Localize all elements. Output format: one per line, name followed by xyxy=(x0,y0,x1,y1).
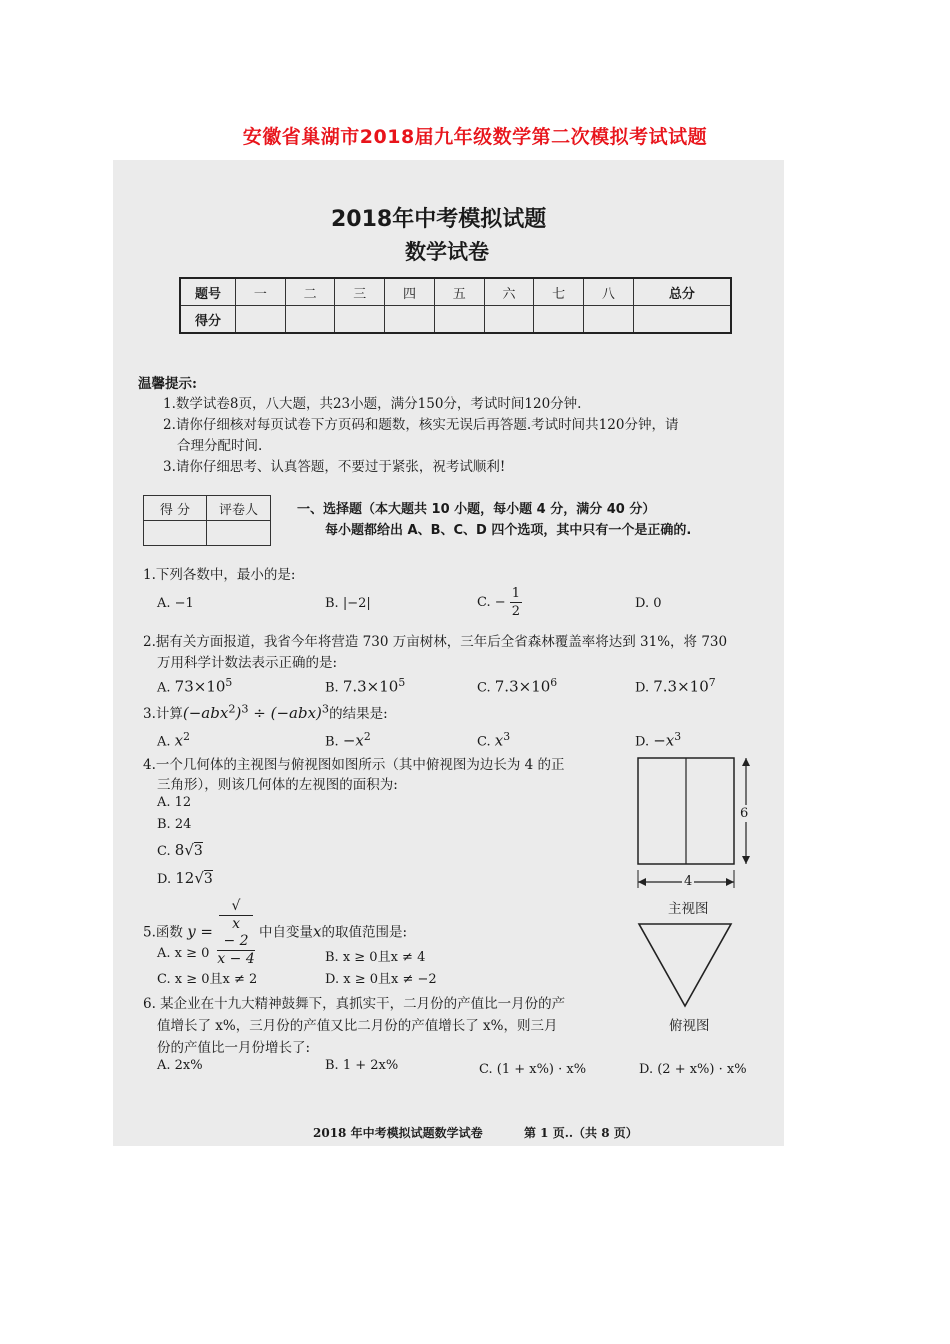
height-label: 6 xyxy=(740,806,749,821)
footer-page-number: 第 1 页..（共 8 页） xyxy=(524,1126,638,1140)
grader-table xyxy=(143,495,271,546)
q3-option-c: C. $x^3$ xyxy=(477,730,511,750)
q2-line-1: 2.据有关方面报道，我省今年将营造 730 万亩树林，三年后全省森林覆盖率将达到 31%，将 730 xyxy=(143,634,728,650)
score-col-3: 三 xyxy=(335,278,385,306)
q1-option-b xyxy=(325,596,371,611)
q5-stem: 5.函数 y = √ x − 2 x − 4 中自变量x的取值范围是: xyxy=(143,898,408,967)
q2-line-2: 万用科学计数法表示正确的是: xyxy=(157,655,338,671)
grader-name-label: 评卷人 xyxy=(207,496,271,521)
score-cell xyxy=(385,306,435,334)
tip-line-4: 3.请你仔细思考、认真答题，不要过于紧张，祝考试顺利! xyxy=(163,459,506,475)
grader-score-label: 得 分 xyxy=(144,496,207,521)
score-cell xyxy=(285,306,335,334)
q1-option-b-prefix: B. xyxy=(325,596,339,611)
score-col-8: 八 xyxy=(584,278,634,306)
height-arrow-top xyxy=(742,758,750,766)
score-cell xyxy=(534,306,584,334)
q1-option-b-value: |−2| xyxy=(342,596,371,611)
q3-option-d: D. $-x^3$ xyxy=(635,730,682,750)
q4-option-d: D. 12√3 xyxy=(157,869,213,887)
score-cell xyxy=(236,306,286,334)
top-view-triangle xyxy=(639,924,731,1006)
q4-option-b: B. 24 xyxy=(157,817,192,832)
q3-stem: 3.计算$(-abx^2)^3 \div (-abx)^3$的结果是: xyxy=(143,702,388,722)
q5-option-a: A. x ≥ 0 xyxy=(157,946,210,961)
document-title: 安徽省巢湖市2018届九年级数学第二次模拟考试试题 xyxy=(242,126,708,148)
q1-option-c-prefix: C. − xyxy=(477,595,506,610)
top-view-figure xyxy=(635,920,735,1012)
q4-option-a: A. 12 xyxy=(157,795,192,810)
score-cell xyxy=(434,306,484,334)
q3-option-b: B. $-x^2$ xyxy=(325,730,371,750)
q1-option-d: D. 0 xyxy=(635,596,662,611)
grader-cell xyxy=(144,521,207,546)
q4-line-1: 4.一个几何体的主视图与俯视图如图所示（其中俯视图为边长为 4 的正 xyxy=(143,757,565,773)
q5-option-c: C. x ≥ 0且x ≠ 2 xyxy=(157,972,258,987)
front-view-label: 主视图 xyxy=(668,901,709,917)
q2-option-a: A. $73\times 10^5$ xyxy=(157,676,233,696)
score-row-label: 得分 xyxy=(180,306,236,334)
scanned-exam-page xyxy=(113,160,784,1146)
score-col-2: 二 xyxy=(285,278,335,306)
q2-option-c: C. $7.3\times 10^6$ xyxy=(477,676,558,696)
section1-heading: 一、选择题（本大题共 10 小题，每小题 4 分，满分 40 分） xyxy=(297,502,656,517)
exam-subtitle: 数学试卷 xyxy=(405,240,489,264)
grader-cell xyxy=(207,521,271,546)
score-col-4: 四 xyxy=(385,278,435,306)
q4-line-2: 三角形），则该几何体的左视图的面积为: xyxy=(157,777,398,793)
score-col-5: 五 xyxy=(434,278,484,306)
tip-line-3: 合理分配时间. xyxy=(177,438,263,454)
q5-option-d: D. x ≥ 0且x ≠ −2 xyxy=(325,972,437,987)
q2-option-b: B. $7.3\times 10^5$ xyxy=(325,676,406,696)
score-col-total: 总分 xyxy=(633,278,731,306)
top-view-label: 俯视图 xyxy=(669,1018,710,1034)
q1-fraction-denominator: 2 xyxy=(511,604,521,619)
q1-option-c xyxy=(477,585,522,620)
score-col-1: 一 xyxy=(236,278,286,306)
width-arrow-right xyxy=(726,878,734,886)
q5-fraction: √ x − 2 x − 4 xyxy=(217,898,255,967)
tips-heading: 温馨提示: xyxy=(138,376,197,392)
tip-line-1: 1.数学试卷8页，八大题，共23小题，满分150分，考试时间120分钟. xyxy=(163,396,582,412)
score-cell xyxy=(335,306,385,334)
height-arrow-bottom xyxy=(742,856,750,864)
section1-note: 每小题都给出 A、B、C、D 四个选项，其中只有一个是正确的. xyxy=(325,523,692,538)
width-arrow-left xyxy=(638,878,646,886)
q6-line-3: 份的产值比一月份增长了: xyxy=(157,1040,311,1056)
q1-option-a: A. −1 xyxy=(157,596,194,611)
score-cell xyxy=(584,306,634,334)
exam-title: 2018年中考模拟试题 xyxy=(331,207,547,232)
score-table xyxy=(179,277,732,334)
score-cell xyxy=(484,306,534,334)
q6-option-a: A. 2x% xyxy=(157,1058,203,1073)
q6-line-2: 值增长了 x%，三月份的产值又比二月份的产值增长了 x%，则三月 xyxy=(157,1018,558,1034)
q1-stem: 1.下列各数中，最小的是: xyxy=(143,567,296,583)
q6-option-b: B. 1 + 2x% xyxy=(325,1058,399,1073)
score-table-header-label: 题号 xyxy=(180,278,236,306)
q3-option-a: A. $x^2$ xyxy=(157,730,191,750)
tip-line-2: 2.请你仔细核对每页试卷下方页码和题数，核实无误后再答题.考试时间共120分钟，请 xyxy=(163,417,679,433)
q6-line-1: 6. 某企业在十九大精神鼓舞下，真抓实干，二月份的产值比一月份的产 xyxy=(143,996,566,1012)
q2-option-d: D. $7.3\times 10^7$ xyxy=(635,676,716,696)
q6-option-d: D. (2 + x%) · x% xyxy=(639,1062,747,1077)
width-label: 4 xyxy=(684,874,693,889)
q6-option-c: C. (1 + x%) · x% xyxy=(479,1062,587,1077)
footer-exam-name: 2018 年中考模拟试题数学试卷 xyxy=(313,1126,483,1140)
q1-fraction xyxy=(510,585,522,620)
score-col-6: 六 xyxy=(484,278,534,306)
q5-option-b: B. x ≥ 0且x ≠ 4 xyxy=(325,950,426,965)
q4-option-c: C. 8√3 xyxy=(157,841,203,859)
score-col-7: 七 xyxy=(534,278,584,306)
score-cell xyxy=(633,306,731,334)
q1-fraction-numerator: 1 xyxy=(511,586,521,601)
